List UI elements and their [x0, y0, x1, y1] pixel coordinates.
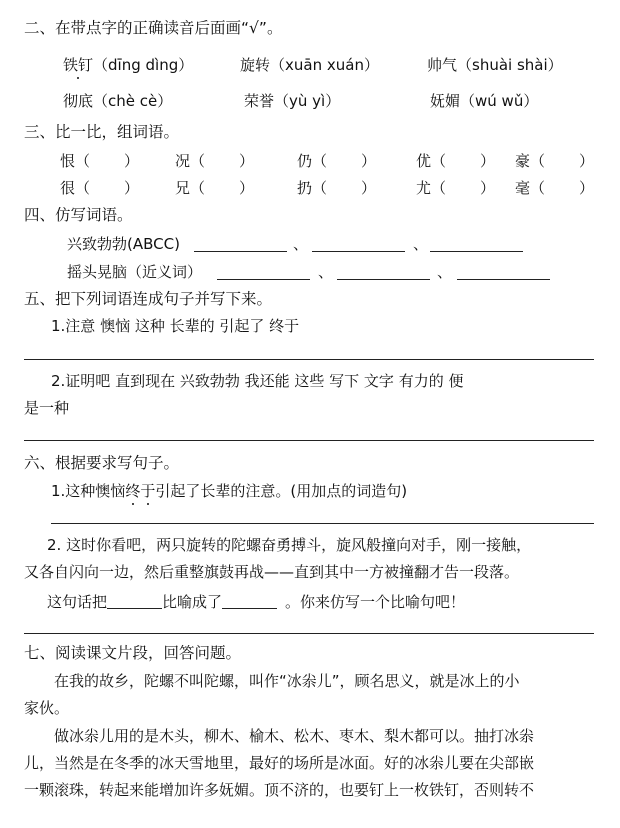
paren: （ [431, 152, 447, 170]
compare-cell [175, 151, 254, 171]
text: 。你来仿写一个比喻句吧！ [285, 593, 466, 611]
compare-cell [60, 178, 139, 198]
char: 况 [175, 152, 191, 170]
section5-heading: 五、把下列词语连成句子并写下来。 [24, 290, 273, 308]
dotted-char: 于 [140, 482, 156, 500]
passage-line: 一颗滚珠，转起来能增加许多妩媚。顶不济的，也要钉上一枚铁钉，否则转不 [24, 781, 535, 799]
paren: （ [190, 152, 206, 170]
answer-line[interactable] [24, 440, 594, 441]
pinyin-item-6 [430, 91, 538, 111]
word: 妩媚 [430, 92, 461, 110]
word: 彻底 [63, 92, 94, 110]
char: 尤 [416, 179, 432, 197]
pinyin-options: （xuān xuán） [270, 56, 379, 74]
compare-cell [297, 151, 376, 171]
pinyin-options: （wú wǔ） [460, 92, 539, 110]
compare-cell [515, 178, 594, 198]
paren: （ [530, 152, 546, 170]
paren: ） [124, 152, 140, 170]
section3-heading: 三、比一比，组词语。 [24, 123, 180, 141]
passage-line: 儿，当然是在冬季的冰天雪地里，最好的场所是冰面。好的冰尜儿要在尖部嵌 [24, 754, 535, 772]
char: 毫 [515, 179, 531, 197]
pinyin-item-5 [244, 91, 340, 111]
compare-cell [297, 178, 376, 198]
answer-blank[interactable] [430, 251, 523, 252]
text: 1.这种懊恼 [51, 482, 126, 500]
separator: 、 [413, 235, 429, 253]
fill-blank[interactable] [222, 594, 277, 609]
separator: 、 [318, 263, 334, 281]
pinyin-options: （dīng dìng） [93, 56, 194, 74]
paren: （ [530, 179, 546, 197]
compare-cell [416, 151, 495, 171]
pinyin-options: （shuài shài） [457, 56, 563, 74]
char: 豪 [515, 152, 531, 170]
question-5-2-line2: 是一种 [24, 399, 70, 417]
paren: （ [75, 179, 91, 197]
passage-line: 家伙。 [24, 699, 70, 717]
answer-line[interactable] [24, 359, 594, 360]
answer-blank[interactable] [337, 279, 430, 280]
word: 荣誉 [244, 92, 275, 110]
question-6-2-line1: 2. 这时你看吧，两只旋转的陀螺奋勇搏斗，旋风般撞向对手，刚一接触， [47, 536, 532, 554]
imitate-line-2-label: 摇头晃脑（近义词） [67, 263, 203, 281]
fill-blank[interactable] [107, 594, 162, 609]
answer-line[interactable] [51, 523, 594, 524]
paren: （ [312, 152, 328, 170]
section4-heading: 四、仿写词语。 [24, 206, 133, 224]
char: 兄 [175, 179, 191, 197]
passage-line: 做冰尜儿用的是木头，柳木、榆木、松木、枣木、梨木都可以。抽打冰尜 [54, 727, 535, 745]
text: 比喻成了 [162, 593, 223, 611]
answer-blank[interactable] [217, 279, 310, 280]
word: 帅气 [427, 56, 458, 74]
compare-cell [416, 178, 495, 198]
paren: ） [361, 179, 377, 197]
char: 优 [416, 152, 432, 170]
question-5-2-line1: 2.证明吧 直到现在 兴致勃勃 我还能 这些 写下 文字 有力的 便 [51, 372, 464, 390]
answer-line[interactable] [24, 633, 594, 634]
answer-blank[interactable] [194, 251, 287, 252]
paren: ） [239, 179, 255, 197]
paren: ） [579, 152, 595, 170]
section7-heading: 七、阅读课文片段，回答问题。 [24, 644, 242, 662]
answer-blank[interactable] [312, 251, 405, 252]
paren: ） [480, 179, 496, 197]
section6-heading: 六、根据要求写句子。 [24, 454, 180, 472]
passage-line: 在我的故乡，陀螺不叫陀螺，叫作“冰尜儿”，顾名思义，就是冰上的小 [54, 672, 520, 690]
paren: （ [190, 179, 206, 197]
question-6-2-line3 [47, 592, 465, 612]
text: 引起了长辈的注意。(用加点的词造句) [155, 482, 408, 500]
separator: 、 [293, 235, 309, 253]
pinyin-options: （yù yì） [274, 92, 341, 110]
char: 恨 [60, 152, 76, 170]
paren: ） [579, 179, 595, 197]
imitate-line-1-label: 兴致勃勃(ABCC) [67, 235, 180, 253]
text: 这句话把 [47, 593, 108, 611]
question-6-2-line2: 又各自闪向一边，然后重整旗鼓再战——直到其中一方被撞翻才告一段落。 [24, 563, 520, 581]
pinyin-item-2 [240, 55, 379, 75]
separator: 、 [437, 263, 453, 281]
word: 旋转 [240, 56, 271, 74]
compare-cell [515, 151, 594, 171]
char: 仍 [297, 152, 313, 170]
pinyin-item-1 [63, 55, 193, 75]
pinyin-item-3 [427, 55, 563, 75]
paren: ） [480, 152, 496, 170]
word: 铁钉 [63, 56, 94, 74]
paren: ） [124, 179, 140, 197]
answer-blank[interactable] [457, 279, 550, 280]
paren: ） [239, 152, 255, 170]
paren: ） [361, 152, 377, 170]
question-5-1: 1.注意 懊恼 这种 长辈的 引起了 终于 [51, 317, 300, 335]
section2-heading: 二、在带点字的正确读音后面画“√”。 [24, 19, 283, 37]
pinyin-options: （chè cè） [93, 92, 173, 110]
paren: （ [312, 179, 328, 197]
compare-cell [175, 178, 254, 198]
paren: （ [431, 179, 447, 197]
char: 很 [60, 179, 76, 197]
dotted-char: 终 [125, 482, 141, 500]
pinyin-item-4 [63, 91, 172, 111]
question-6-1 [51, 481, 407, 501]
compare-cell [60, 151, 139, 171]
char: 扔 [297, 179, 313, 197]
paren: （ [75, 152, 91, 170]
